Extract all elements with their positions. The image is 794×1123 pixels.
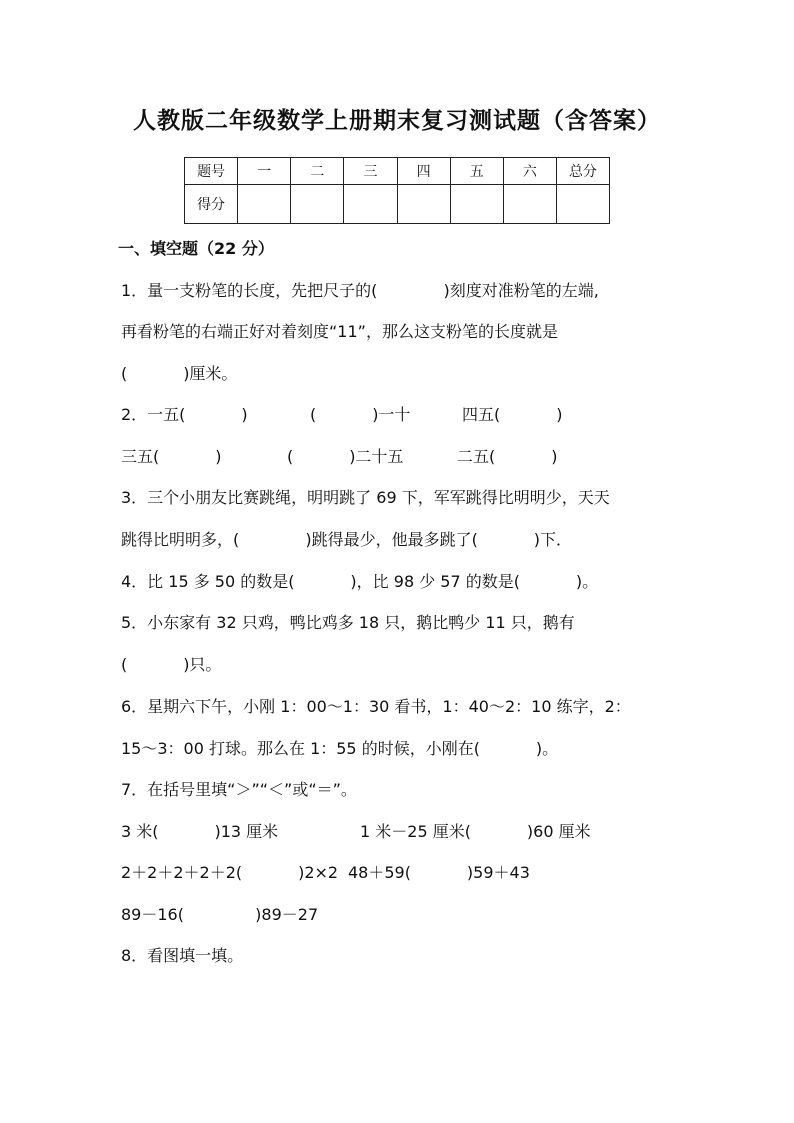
question-6-line-1: 6．星期六下午，小刚 1：00～1：30 看书，1：40～2：10 练字，2： [121, 697, 631, 716]
score-table-row-label: 得分 [185, 185, 238, 224]
score-cell[interactable] [450, 185, 503, 224]
score-table-header-row [185, 158, 610, 185]
score-table-header-cell: 一 [238, 158, 291, 185]
score-cell[interactable] [503, 185, 556, 224]
section-heading-fill-in: 一、填空题（22 分） [118, 239, 274, 258]
question-3-line-2: 跳得比明明多，( )跳得最少，他最多跳了( )下． [121, 530, 573, 549]
score-table-header-cell: 六 [503, 158, 556, 185]
question-7-item: 3 米( )13 厘米 [121, 822, 279, 841]
question-7-item: 89－16( )89－27 [121, 905, 319, 924]
score-table-header-cell: 题号 [185, 158, 238, 185]
question-6-line-2: 15～3：00 打球。那么在 1：55 的时候，小刚在( )。 [121, 739, 559, 758]
score-table-score-row [185, 185, 610, 224]
question-1-line-3: ( )厘米。 [121, 364, 238, 383]
question-2-item: ( )二十五 [287, 447, 404, 466]
question-8: 8．看图填一填。 [121, 946, 244, 965]
question-7-item: 2＋2＋2＋2＋2( )2×2 [121, 863, 339, 882]
question-5-line-1: 5．小东家有 32 只鸡，鸭比鸡多 18 只，鹅比鸭少 11 只，鹅有 [121, 613, 575, 632]
question-7-item: 1 米－25 厘米( )60 厘米 [360, 822, 591, 841]
question-2-item: 二五( ) [457, 447, 558, 466]
score-cell[interactable] [291, 185, 344, 224]
score-table-header-cell: 四 [397, 158, 450, 185]
score-cell[interactable] [397, 185, 450, 224]
question-2-item: 三五( ) [121, 447, 222, 466]
question-1-line-2: 再看粉笔的右端正好对着刻度“11”，那么这支粉笔的长度就是 [121, 322, 558, 341]
question-4: 4．比 15 多 50 的数是( )，比 98 少 57 的数是( )。 [121, 572, 599, 591]
question-5-line-2: ( )只。 [121, 655, 222, 674]
question-1-line-1: 1．量一支粉笔的长度，先把尺子的( )刻度对准粉笔的左端, [121, 281, 599, 300]
question-2-item: ( )一十 [310, 405, 411, 424]
page-title: 人教版二年级数学上册期末复习测试题（含答案） [133, 108, 661, 134]
score-table [184, 157, 610, 224]
question-7-instruction: 7．在括号里填“＞”“＜”或“＝”。 [121, 780, 357, 799]
score-table-header-cell: 五 [450, 158, 503, 185]
score-table-header-cell: 总分 [556, 158, 609, 185]
question-2-item: 四五( ) [462, 405, 563, 424]
question-3-line-1: 3．三个小朋友比赛跳绳，明明跳了 69 下，军军跳得比明明少，天天 [121, 488, 610, 507]
score-cell[interactable] [238, 185, 291, 224]
question-7-item: 48＋59( )59＋43 [348, 863, 530, 882]
question-2-item: 2．一五( ) [121, 405, 248, 424]
score-cell[interactable] [556, 185, 609, 224]
score-table-header-cell: 二 [291, 158, 344, 185]
score-cell[interactable] [344, 185, 397, 224]
score-table-header-cell: 三 [344, 158, 397, 185]
